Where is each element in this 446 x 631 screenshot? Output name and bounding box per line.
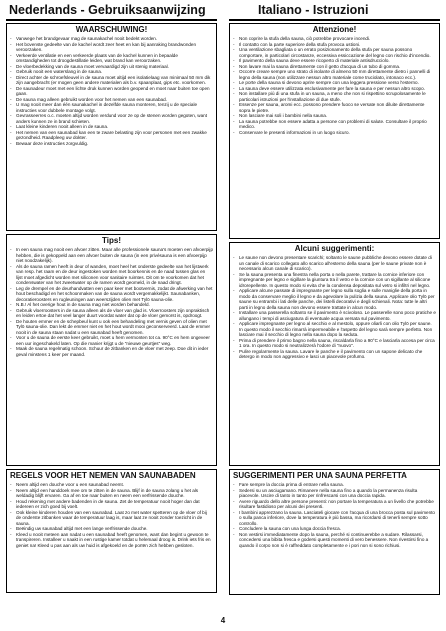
list-item: - Neem altijd een handdoek mee om te zitten in de sauna. Blijf in de sauna zolang u het als weldadig blijft ervaren. Ga af en toe naar buiten en neem een verfrissende douche. bbox=[10, 488, 213, 499]
italian-rules-title: SUGGERIMENTI PER UNA SAUNA PERFETTA bbox=[233, 471, 407, 480]
list-item: - Direct achter de schroefsleuvel in de sauna moet altijd een isolatielaag van minimaal 50 mm dik zijn aangebracht (er mogen geen andere materialen als b.v. spaanplaat, gips etc. voorkomen. bbox=[10, 75, 213, 86]
list-item: - Gebruik vloerroosters in de sauna alleen als de vloer van glad is. Vloerroosters zijn onpraktisch en leiden ertoe dat het veel langer duurt voordat water dat op de vloer gemorst is, opdroogt. bbox=[10, 308, 213, 319]
list-item: - De saunadeur moet met een lichte druk kunnen worden geopend en moet naar buiten toe open gaan. bbox=[10, 86, 213, 97]
list-item: - Le porte della sauna si devono aprire sempre con una leggera pressione verso l'esterno. bbox=[233, 80, 436, 86]
list-item: - Non lavare mai la sauna direttamente con il getto d'acqua di un tubo di gomma. bbox=[233, 64, 436, 70]
dutch-column bbox=[6, 23, 217, 596]
list-item: - Occorre creare sempre uno strato di isolante di almeno 50 mm direttamente dietro i pannelli di legno della sauna (non utilizzare nessun altro materiale come truciolato, intonaco ecc.). bbox=[233, 69, 436, 80]
list-item: - Applicare impregnante per legno al secchio e al mestolo, oppure oliarli con olio Tylö per saune. In questo modo il secchio rimarrà impermeabile e l'aspetto del legno sarà sempre perfetto. Non lasciare mai il secchio di legno nella sauna dopo la seduta. bbox=[233, 321, 436, 338]
list-item: - Maak de sauna regelmatig schoon. Schuur de zitbanken en de vloer met zeep. Doe dit in ieder geval minstens 1 keer per maand. bbox=[10, 346, 213, 357]
right-page-header: Italiano - Istruzioni bbox=[258, 3, 369, 17]
list-item: - Il pavimento della sauna deve essere ricoperto di materiale antisdrucciolo. bbox=[233, 58, 436, 64]
italian-tips-list bbox=[233, 255, 436, 360]
dutch-warning-title: WAARSCHUWING! bbox=[75, 25, 148, 34]
list-item: - Fare sempre la doccia prima di entrare nella sauna. bbox=[233, 482, 436, 488]
list-item: - Kleed u nooit meteen aan nadat u een saunabad heeft genomen, want dan begint u gewoon te transpireren. Installeer u naakt in een rustige kamer totdat u helemaal droog is. Drink iets fris en geniet na! Kleed u pas aan als uw huid is afgekoeld en de porïën zich hebben gesloten. bbox=[10, 532, 213, 549]
list-item: - Una ventilazione sbagliata o un errato posizionamento della stufa per sauna possono comportare, in particolari circostanze, eccessiva essiccazione del legno con rischio d'incendio. bbox=[233, 47, 436, 58]
italian-warning-title: Attenzione! bbox=[312, 25, 357, 34]
list-item: - Vanwege het brandgevaar mag de saunakachel nooit bedekt worden. bbox=[10, 36, 213, 42]
right-header-rule bbox=[229, 19, 440, 21]
left-page-header: Nederlands - Gebruiksaanwijzing bbox=[9, 3, 206, 17]
list-item: - La sauna deve essere utilizzata esclusivamente per fare la sauna e per nessun altro scopo. bbox=[233, 86, 436, 92]
list-item: - Se la sauna presenta una finestra nella porta o nella parete, trattare la cornice inferiore con impregnante per legno e sigillare la giuntura tra il vetro e la cornice con un sigillante al silicone idrorepellente. In questo modo si evita che la condensa depositata sul vetro si infiltri nel legno. bbox=[233, 272, 436, 289]
list-item: - De vloerbedekking van de sauna moet vervaardigd zijn uit stenig materiaal. bbox=[10, 64, 213, 70]
list-item: - Non installare più di una stufa in un sauna, a meno che non si rispettino scrupolosamente le particolari istruzioni per l'installazione di due stufe. bbox=[233, 91, 436, 102]
list-item: - Le saune non devono presentare scarichi; soltanto le saune pubbliche devono essere dotate di un canale di scarico collegato allo scarico all'esterno della sauna (per le saune private non è necessario alcun canale di scarico). bbox=[233, 255, 436, 272]
list-item: - Als de sauna ramen heeft in deur of wanden, moet heel het onderste gedeelte van het lijstwerk van resp. het raam en de deur ingestoken worden met boorkennis en de naad tussen glas en lijst moet afgedicht worden met siliconen voor sanitaire ruimtes. Dit om te voorkomen dat het condenswater van het zweetwater op de ramen wordt geomeld, in de naad dringt. bbox=[10, 264, 213, 286]
dutch-rules-title: REGELS VOOR HET NEMEN VAN SAUNABADEN bbox=[10, 471, 196, 480]
dutch-warning-box bbox=[6, 23, 217, 231]
list-item: - Het bovenste gedeelte van de kachel wordt zeer heet en kan bij aanraking brandwonden veroorzaken. bbox=[10, 42, 213, 53]
list-item: - Houd rekening met andere badenden in de sauna. Zet de temperatuur nooit hoger dan dat iedereen er zich goed bij voelt. bbox=[10, 499, 213, 510]
list-item: - Voor u de sauna de eerste keer gebruikt, moet u hem vermonten tot ca. 90°C en hem ongeveer een uur ingeschakeld laten. Op die manier krijgt u de "nieuwe geurtjes" weg. bbox=[10, 335, 213, 346]
list-item: - De sauna mag alleen gebruikt worden voor het nemen van een saunabad. bbox=[10, 97, 213, 103]
list-item: - Essenze per sauna, aromi ecc. possono prendere fuoco se versate non diluite direttamente sopra le pietre. bbox=[233, 102, 436, 113]
list-item: - Non vestirsi immediatamente dopo la sauna, perché si continuerebbe a sudare. Rilassarsi, concedersi una bibita fresca e godersi questi momenti di vero benessere. Non rivestirsi fino a quando il corpo non si è raffreddato completamente e i pori non si sono richiusi. bbox=[233, 532, 436, 549]
italian-tips-title: Alcuni suggerimenti: bbox=[294, 244, 375, 253]
italian-tips-box bbox=[229, 242, 440, 466]
page-number: 4 bbox=[220, 616, 226, 625]
list-item: - Pulire regolarmente la sauna. Lavare le panche e il pavimento con un sapone delicato che detergo in modo non aggressivo e lasci un piacevole profumo. bbox=[233, 349, 436, 360]
dutch-tips-list bbox=[10, 247, 213, 357]
list-item: - Het nemen van een saunabad kan een te zware belasting zijn voor personen met een zwakke gezondheid. Raadpleeg uw dokter. bbox=[10, 130, 213, 141]
list-item: - Prima di prendere il primo bagno nella sauna, riscaldarla fino a 90°C e lasciarla accesa per circa 1 ora. In questo modo si neutralizzerà l'odore di "nuovo". bbox=[233, 338, 436, 349]
list-item: - Laat kleine kinderen nooit alleen in de sauna. bbox=[10, 124, 213, 130]
list-item: - Il contatto con la parte superiore della stufa provoca ustioni. bbox=[233, 42, 436, 48]
list-item: - Neem altijd een douche voor u een saunabad neemt. bbox=[10, 482, 213, 488]
italian-column bbox=[229, 23, 440, 598]
italian-rules-list bbox=[233, 482, 436, 548]
dutch-rules-box bbox=[6, 469, 217, 593]
list-item: - N.B.! Al het overige hout in de sauna mag niet worden behandeld. bbox=[10, 302, 213, 308]
list-item: - Leg de drempel en de deurhandvatten een paar keer met bootvernis, zodat de afwerking van het hout beschadigd en het schoonmaken van de sauna wordt vergemakkelijkt. Saunabanken, decoratieroosters en rugleuningen aan weerszijden olien met Tylö sauna-olie. bbox=[10, 286, 213, 303]
dutch-tips-box bbox=[6, 234, 217, 466]
list-item: - Bewaar deze instructies zorgvuldig. bbox=[10, 141, 213, 147]
list-item: - Ook kleine kinderen houden van een saunabad. Laat zo met water spetteren op de vloer of bij de onderste zitbanken waar de temperatuur laag is, maar laat ze nooit zonder toezicht in de sauna. bbox=[10, 510, 213, 527]
dutch-tips-title: Tips! bbox=[102, 236, 121, 245]
list-item: - Beëindig uw saunabad altijd met een lange verfrissende douche. bbox=[10, 526, 213, 532]
list-item: - De houten emmer en de schepbeul kunt u ook een behandeling met vernis geven of olien met Tylö sauna-olie. Dan lekt de emmer niet en het hout wordt mooi geconserveerd. Laat de emmer nooit in de sauna staan nadat u een saunabad heeft genomen. bbox=[10, 319, 213, 336]
list-item: - I bambini apprezzano la sauna. Lasciateli giocare con l'acqua di una brocca posta sul pavimento o sulla panca inferiore, dove la temperatura è più bassa, ma ricordarsi di tenerli sempre sotto controllo. bbox=[233, 510, 436, 527]
list-item: - Non lasciare mai soli i bambini nella sauna. bbox=[233, 113, 436, 119]
list-item: - Gevrasseerres o.c. moeten altijd worden verdund voor ze op de stenen worden gegoten, want anders kunnen ze in brand schieten. bbox=[10, 113, 213, 124]
list-item: - Concludere la sauna con una lunga doccia fresca. bbox=[233, 526, 436, 532]
list-item: - Verkeerde ventilatie en een verkeerde plaats van de kachel kunnen in bepaalde omstandigheden tot droogdestillatie leiden, wat brand kan veroorzaken. bbox=[10, 53, 213, 64]
list-item: - La sauna potrebbe non essere adatta a persone con problemi di salute. Consultare il proprio medico. bbox=[233, 119, 436, 130]
list-item: - Avere riguardo dello altre persone presenti: non portare la temperatura a un livello che potrebbe risultare fastidioso per alcuni dei presenti. bbox=[233, 499, 436, 510]
list-item: - Sedersi su un asciugamano. Rimanere nella sauna fino a quando la permanenza risulta piacevole. Uscire di tanto in tanto per rinfrescarsi con una doccia rapida. bbox=[233, 488, 436, 499]
list-item: - In een sauna mag nooit een afvoer zitten. Maar alle professionele sauna's moeten een afvoerpijp hebben, die is gekoppeld aan een afvoer buiten de sauna (in een privésauna is een afvoerpijp niet noodzakelijk). bbox=[10, 247, 213, 264]
dutch-rules-list bbox=[10, 482, 213, 548]
list-item: - Conservare le presenti informazioni in un luogo sicuro. bbox=[233, 130, 436, 136]
italian-warning-box bbox=[229, 23, 440, 239]
left-header-rule bbox=[6, 19, 217, 21]
italian-warning-list bbox=[233, 36, 436, 135]
italian-rules-box bbox=[229, 469, 440, 595]
list-item: - Applicare alcune passate di impregnante per legno sulla soglia e sulle maniglie della porta in modo da conservare meglio il legno e da agevolare la pulizia della sauna. Applicare olio Tylö per saune su entrambi i lati delle panche, dei listelli decorativi e degli schienali. Nota: tutte le altri parti in legno della sauna non devono essere trattate in alcun modo. bbox=[233, 288, 436, 310]
list-item: - Gebruik nooit een waterslang in de sauna. bbox=[10, 69, 213, 75]
list-item: - Non coprire la stufa della sauna, ciò potrebbe provocare incendi. bbox=[233, 36, 436, 42]
dutch-warning-list bbox=[10, 36, 213, 146]
list-item: - Installare una passerella soltanto se il pavimento è scivoloso. Le passerelle sono poco pratiche e allungano i tempi di asciugatura di eventuale acqua versata sul pavimento. bbox=[233, 310, 436, 321]
list-item: - U mag nooit meer dan één saunakachel in dezelfde sauna monteren, tenzij u de speciale instructies voor dubbele montage volgt. bbox=[10, 102, 213, 113]
